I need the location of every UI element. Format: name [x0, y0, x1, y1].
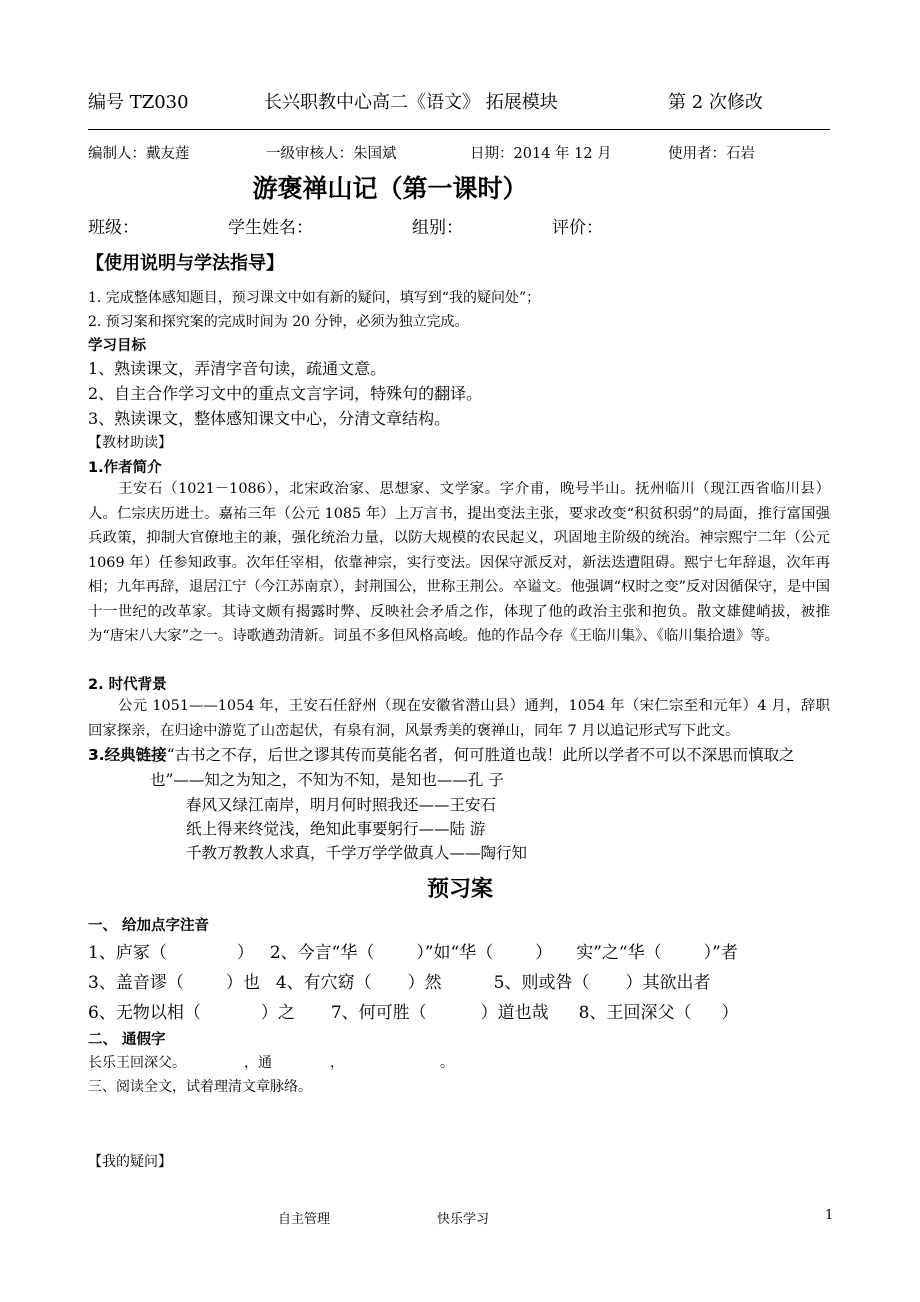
tongjia-line: 长乐王回深父。 ，通 ， 。 [88, 1055, 454, 1071]
tongjia-section-heading: 二、 通假字 [88, 1032, 166, 1048]
footer-middle: 快乐学习 [437, 1212, 490, 1227]
student-name-label: 学生姓名： [228, 218, 313, 238]
classic-quote-1-cont: 也”——知之为知之，不知为不知，是知也——孔 子 [150, 771, 504, 789]
goal-item-1: 1、熟读课文，弄清字音句读，疏通文意。 [88, 359, 387, 378]
reading-heading: 【教材助读】 [88, 435, 172, 451]
question-row-2: 3、盖音谬（ ）也 4、有穴窈（ ）然 5、则或咎（ ）其欲出者 [88, 973, 711, 993]
guide-heading: 【使用说明与学法指导】 [86, 253, 284, 274]
header-rule [88, 129, 830, 130]
author-intro-heading: 1.作者简介 [88, 460, 162, 476]
background-text: 公元 1051——1054 年，王安石任舒州（现在安徽省潜山县）通判，1054 年（宋仁宗至和元年）4 月，辞职回家探亲，在归途中游览了山峦起伏，有泉有洞，风景秀美的褒禅山，同年 7 月以追记形式写下此文。 [88, 698, 830, 739]
question-row-3: 6、无物以相（ ）之 7、何可胜（ ）道也哉 8、王回深父（ ） [88, 1003, 739, 1023]
classic-link-heading: 3.经典链接 [88, 746, 167, 764]
footer-left: 自主管理 [278, 1212, 331, 1227]
page-number: 1 [825, 1208, 834, 1223]
date-field: 日期：2014 年 12 月 [470, 146, 612, 162]
guide-item-1: 1. 完成整体感知题目，预习课文中如有新的疑问，填写到“我的疑问处”； [88, 290, 541, 306]
phonetic-section-heading: 一、 给加点字注音 [88, 918, 210, 934]
page-title: 游褒禅山记（第一课时） [252, 174, 528, 203]
question-row-1: 1、庐冢（ ） 2、今言“华（ ）”如“华（ ） 实”之“华（ ）”者 [88, 943, 738, 963]
classic-link-line [88, 743, 795, 765]
group-label: 组别： [412, 218, 463, 238]
classic-quote-1: “古书之不存，后世之谬其传而莫能名者，何可胜道也哉！此所以学者不可以不深思而慎取之 [166, 746, 795, 764]
course-title: 长兴职教中心高二《语文》 拓展模块 [264, 92, 558, 113]
preview-title: 预习案 [426, 877, 493, 902]
author-intro-text: 王安石（1021－1086），北宋政治家、思想家、文学家。字介甫，晚号半山。抚州临川（现江西省临川县）人。仁宗庆历进士。嘉祐三年（公元 1085 年）上万言书，提出变法主张，要求改变“积贫积弱”的局面，推行富国强兵政策，抑制大官僚地主的兼，强化统治力量，以防大规模的农民起义，巩固地主阶级的统治。神宗熙宁二年（公元 1069 年）任参知政事。次年任宰相，依靠神宗，实行变法。因保守派反对，新法迭遭阻碍。熙宁七年辞退，次年再相；九年再辞，退居江宁（今江苏南京），封荆国公，世称王荆公。卒谥文。他强调“权时之变”反对因循保守，是中国十一世纪的改革家。其诗文颇有揭露时弊、反映社会矛盾之作，体现了他的政治主张和抱负。散文雄健峭拔，被推为“唐宋八大家”之一。诗歌遒劲清新。词虽不多但风格高峻。他的作品今存《王临川集》、《临川集拾遗》等。 [88, 481, 830, 644]
my-questions-label: 【我的疑问】 [88, 1154, 172, 1170]
author-field: 编制人：戴友莲 [88, 146, 190, 162]
user-field: 使用者：石岩 [668, 146, 755, 162]
goal-item-3: 3、熟读课文，整体感知课文中心，分清文章结构。 [88, 409, 451, 428]
classic-quote-4: 千教万教教人求真，千学万学学做真人——陶行知 [186, 844, 528, 862]
classic-quote-3: 纸上得来终觉浅，绝知此事要躬行——陆 游 [186, 820, 486, 838]
background-heading: 2. 时代背景 [88, 677, 167, 693]
class-label: 班级： [88, 218, 139, 238]
evaluation-label: 评价： [552, 218, 603, 238]
reviewer-field: 一级审核人：朱国斌 [266, 146, 397, 162]
structure-section-heading: 三、阅读全文，试着理清文章脉络。 [88, 1079, 312, 1095]
revision-note: 第 2 次修改 [668, 92, 763, 113]
doc-code: 编号 TZ030 [88, 92, 189, 113]
classic-quote-2: 春风又绿江南岸，明月何时照我还——王安石 [186, 796, 497, 814]
goals-heading: 学习目标 [88, 338, 146, 354]
goal-item-2: 2、自主合作学习文中的重点文言字词，特殊句的翻译。 [88, 384, 483, 403]
guide-item-2: 2. 预习案和探究案的完成时间为 20 分钟，必须为独立完成。 [88, 314, 469, 330]
